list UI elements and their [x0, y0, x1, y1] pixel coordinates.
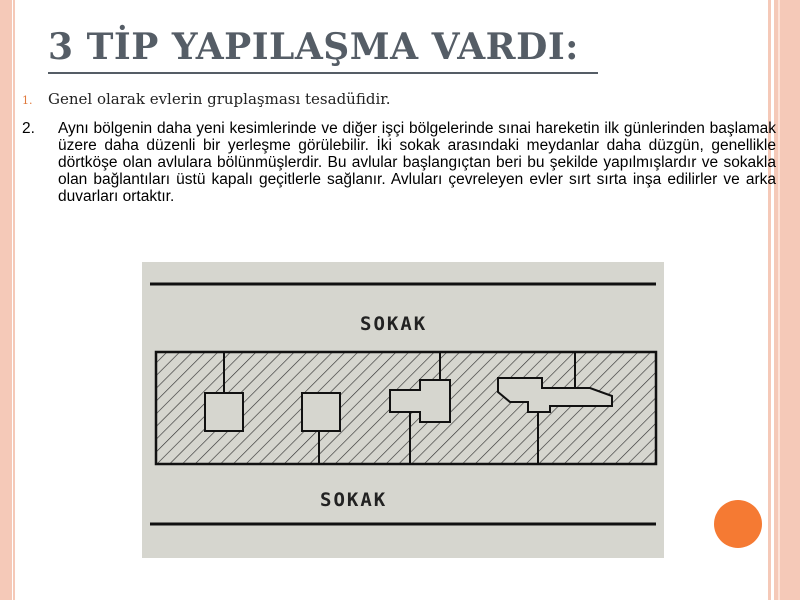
list-item: [22, 120, 776, 205]
list-item-number: 1.: [22, 94, 33, 107]
right-decor-line: [768, 0, 771, 600]
list-item-number: 2.: [22, 120, 35, 137]
list-item-text: Genel olarak evlerin gruplaşması tesadüfidir.: [48, 90, 391, 108]
courtyard: [205, 393, 243, 431]
street-label-bottom: SOKAK: [320, 489, 388, 511]
settlement-diagram: [142, 262, 664, 558]
list-item-text: Aynı bölgenin daha yeni kesimlerinde ve diğer işçi bölgelerinde sınai hareketin ilk günlerinden başlamak üzere daha düzenli bir yerleşme görülebilir. İki sokak arasındaki meydanlar daha düzgün, genellikle dörtköşe olan avlulara bölünmüşlerdir. Bu avlular başlangıçtan beri bu şekilde yapılmışlardır ve sokakla olan bağlantıları üstü kapalı geçitlerle sağlanır. Avluları çevreleyen evler sırt sırta inşa edilirler ve arka duvarları ortaktır.: [58, 120, 776, 205]
decorative-orange-circle: [714, 500, 762, 548]
left-decor-stripe: [0, 0, 12, 600]
slide-title: 3 TİP YAPILAŞMA VARDI:: [48, 26, 579, 68]
right-decor-highlight: [778, 0, 780, 600]
list-item: [22, 90, 391, 108]
courtyard: [302, 393, 340, 431]
settlement-diagram-photo: [142, 262, 664, 558]
title-underline: [48, 72, 598, 74]
left-decor-line: [13, 0, 15, 600]
street-label-top: SOKAK: [360, 313, 428, 335]
